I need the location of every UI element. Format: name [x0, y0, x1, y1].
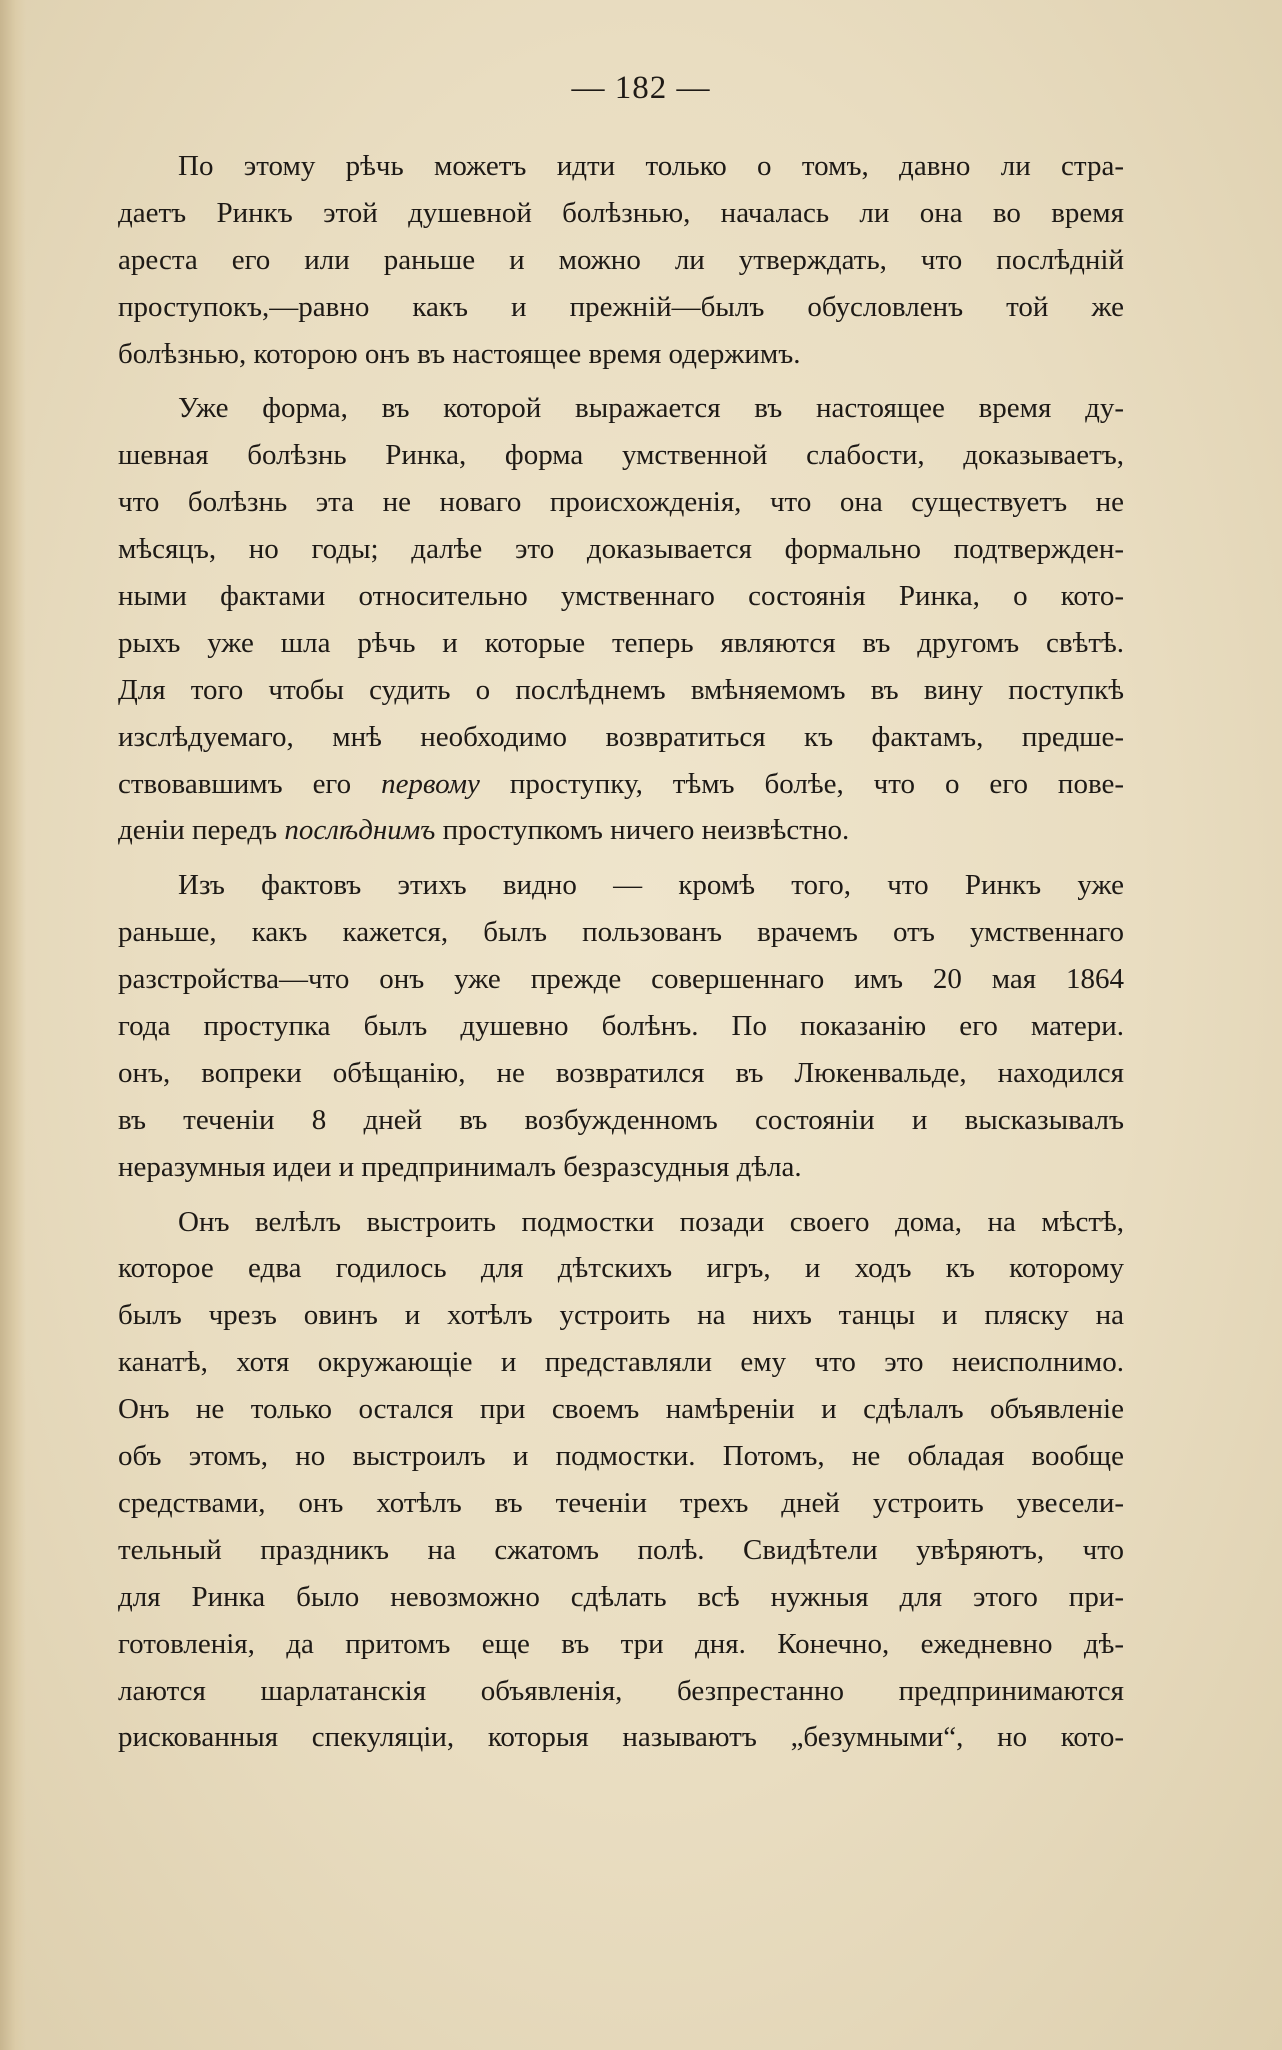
text-line: неразумныя идеи и предпринималъ безразсудныя дѣла. — [118, 1150, 802, 1183]
text-line: года проступка былъ душевно болѣнъ. По показанiю его матери. — [118, 1010, 1124, 1043]
italic-emphasis: первому — [381, 767, 480, 800]
text-line: тельный праздникъ на сжатомъ полѣ. Свидѣтели увѣряютъ, что — [118, 1533, 1124, 1566]
line-segment: проступкомъ ничего неизвѣстно. — [435, 814, 850, 847]
line-segment: денiи передъ — [118, 814, 285, 847]
text-line: средствами, онъ хотѣлъ въ теченiи трехъ дней устроить увесели- — [118, 1486, 1124, 1519]
text-line: Для того чтобы судить о послѣднемъ вмѣняемомъ въ вину поступкѣ — [118, 673, 1124, 706]
text-line: канатѣ, хотя окружающiе и представляли ему что это неисполнимо. — [118, 1346, 1124, 1379]
text-line: мѣсяцъ, но годы; далѣе это доказывается формально подтвержден- — [118, 533, 1124, 566]
text-line: шевная болѣзнь Ринка, форма умственной слабости, доказываетъ, — [118, 439, 1124, 472]
text-line: проступокъ,—равно какъ и прежнiй—былъ обусловленъ той же — [118, 290, 1124, 323]
text-line: рискованныя спекуляцiи, которыя называютъ „безумными“, но кото- — [118, 1721, 1124, 1754]
text-line: въ теченiи 8 дней въ возбужденномъ состоянiи и высказывалъ — [118, 1103, 1124, 1136]
text-line: По этому рѣчь можетъ идти только о томъ, давно ли стра- — [178, 150, 1124, 182]
text-line: Изъ фактовъ этихъ видно — кромѣ того, что Ринкъ уже — [178, 869, 1124, 902]
text-line: онъ, вопреки обѣщанiю, не возвратился въ Люкенвальде, находился — [118, 1056, 1124, 1089]
paragraph — [118, 1199, 1124, 1762]
text-line: болѣзнью, которою онъ въ настоящее время одержимъ. — [118, 337, 801, 370]
text-line: что болѣзнь эта не новаго происхожденiя, что она существуетъ не — [118, 486, 1124, 519]
text-line — [118, 761, 1124, 808]
text-line: изслѣдуемаго, мнѣ необходимо возвратиться къ фактамъ, предше- — [118, 720, 1124, 753]
text-line: раньше, какъ кажется, былъ пользованъ врачемъ отъ умственнаго — [118, 916, 1124, 949]
text-line: ареста его или раньше и можно ли утверждать, что послѣднiй — [118, 243, 1124, 276]
page-spine-shadow — [0, 0, 26, 2050]
page-number: — 182 — — [571, 70, 711, 106]
line-segment: проступку, тѣмъ болѣе, что о его пове- — [479, 767, 1124, 800]
text-line: даетъ Ринкъ этой душевной болѣзнью, началась ли она во время — [118, 196, 1124, 229]
text-line: которое едва годилось для дѣтскихъ игръ, и ходъ къ которому — [118, 1252, 1124, 1285]
paragraph — [118, 385, 1124, 854]
paragraph — [118, 143, 1124, 377]
text-line: разстройства—что онъ уже прежде совершеннаго имъ 20 мая 1864 — [118, 963, 1124, 996]
text-line: Онъ не только остался при своемъ намѣренiи и сдѣлалъ объявленiе — [118, 1393, 1124, 1426]
italic-emphasis: послѣднимъ — [284, 814, 436, 847]
text-line — [118, 807, 1124, 854]
text-line: ными фактами относительно умственнаго состоянiя Ринка, о кото- — [118, 580, 1124, 613]
text-line: готовленiя, да притомъ еще въ три дня. Конечно, ежедневно дѣ- — [118, 1627, 1124, 1660]
text-line: лаются шарлатанскiя объявленiя, безпрестанно предпринимаются — [118, 1674, 1124, 1707]
text-line: рыхъ уже шла рѣчь и которые теперь являются въ другомъ свѣтѣ. — [118, 626, 1124, 659]
page-body — [118, 143, 1124, 1761]
text-line: для Ринка было невозможно сдѣлать всѣ нужныя для этого при- — [118, 1580, 1124, 1613]
line-segment: ствовавшимъ его — [118, 767, 382, 800]
text-line: былъ чрезъ овинъ и хотѣлъ устроить на нихъ танцы и пляску на — [118, 1299, 1124, 1332]
text-line: Онъ велѣлъ выстроить подмостки позади своего дома, на мѣстѣ, — [178, 1205, 1124, 1238]
text-line: объ этомъ, но выстроилъ и подмостки. Потомъ, не обладая вообще — [118, 1440, 1124, 1473]
text-line: Уже форма, въ которой выражается въ настоящее время ду- — [178, 392, 1124, 425]
paragraph — [118, 862, 1124, 1190]
